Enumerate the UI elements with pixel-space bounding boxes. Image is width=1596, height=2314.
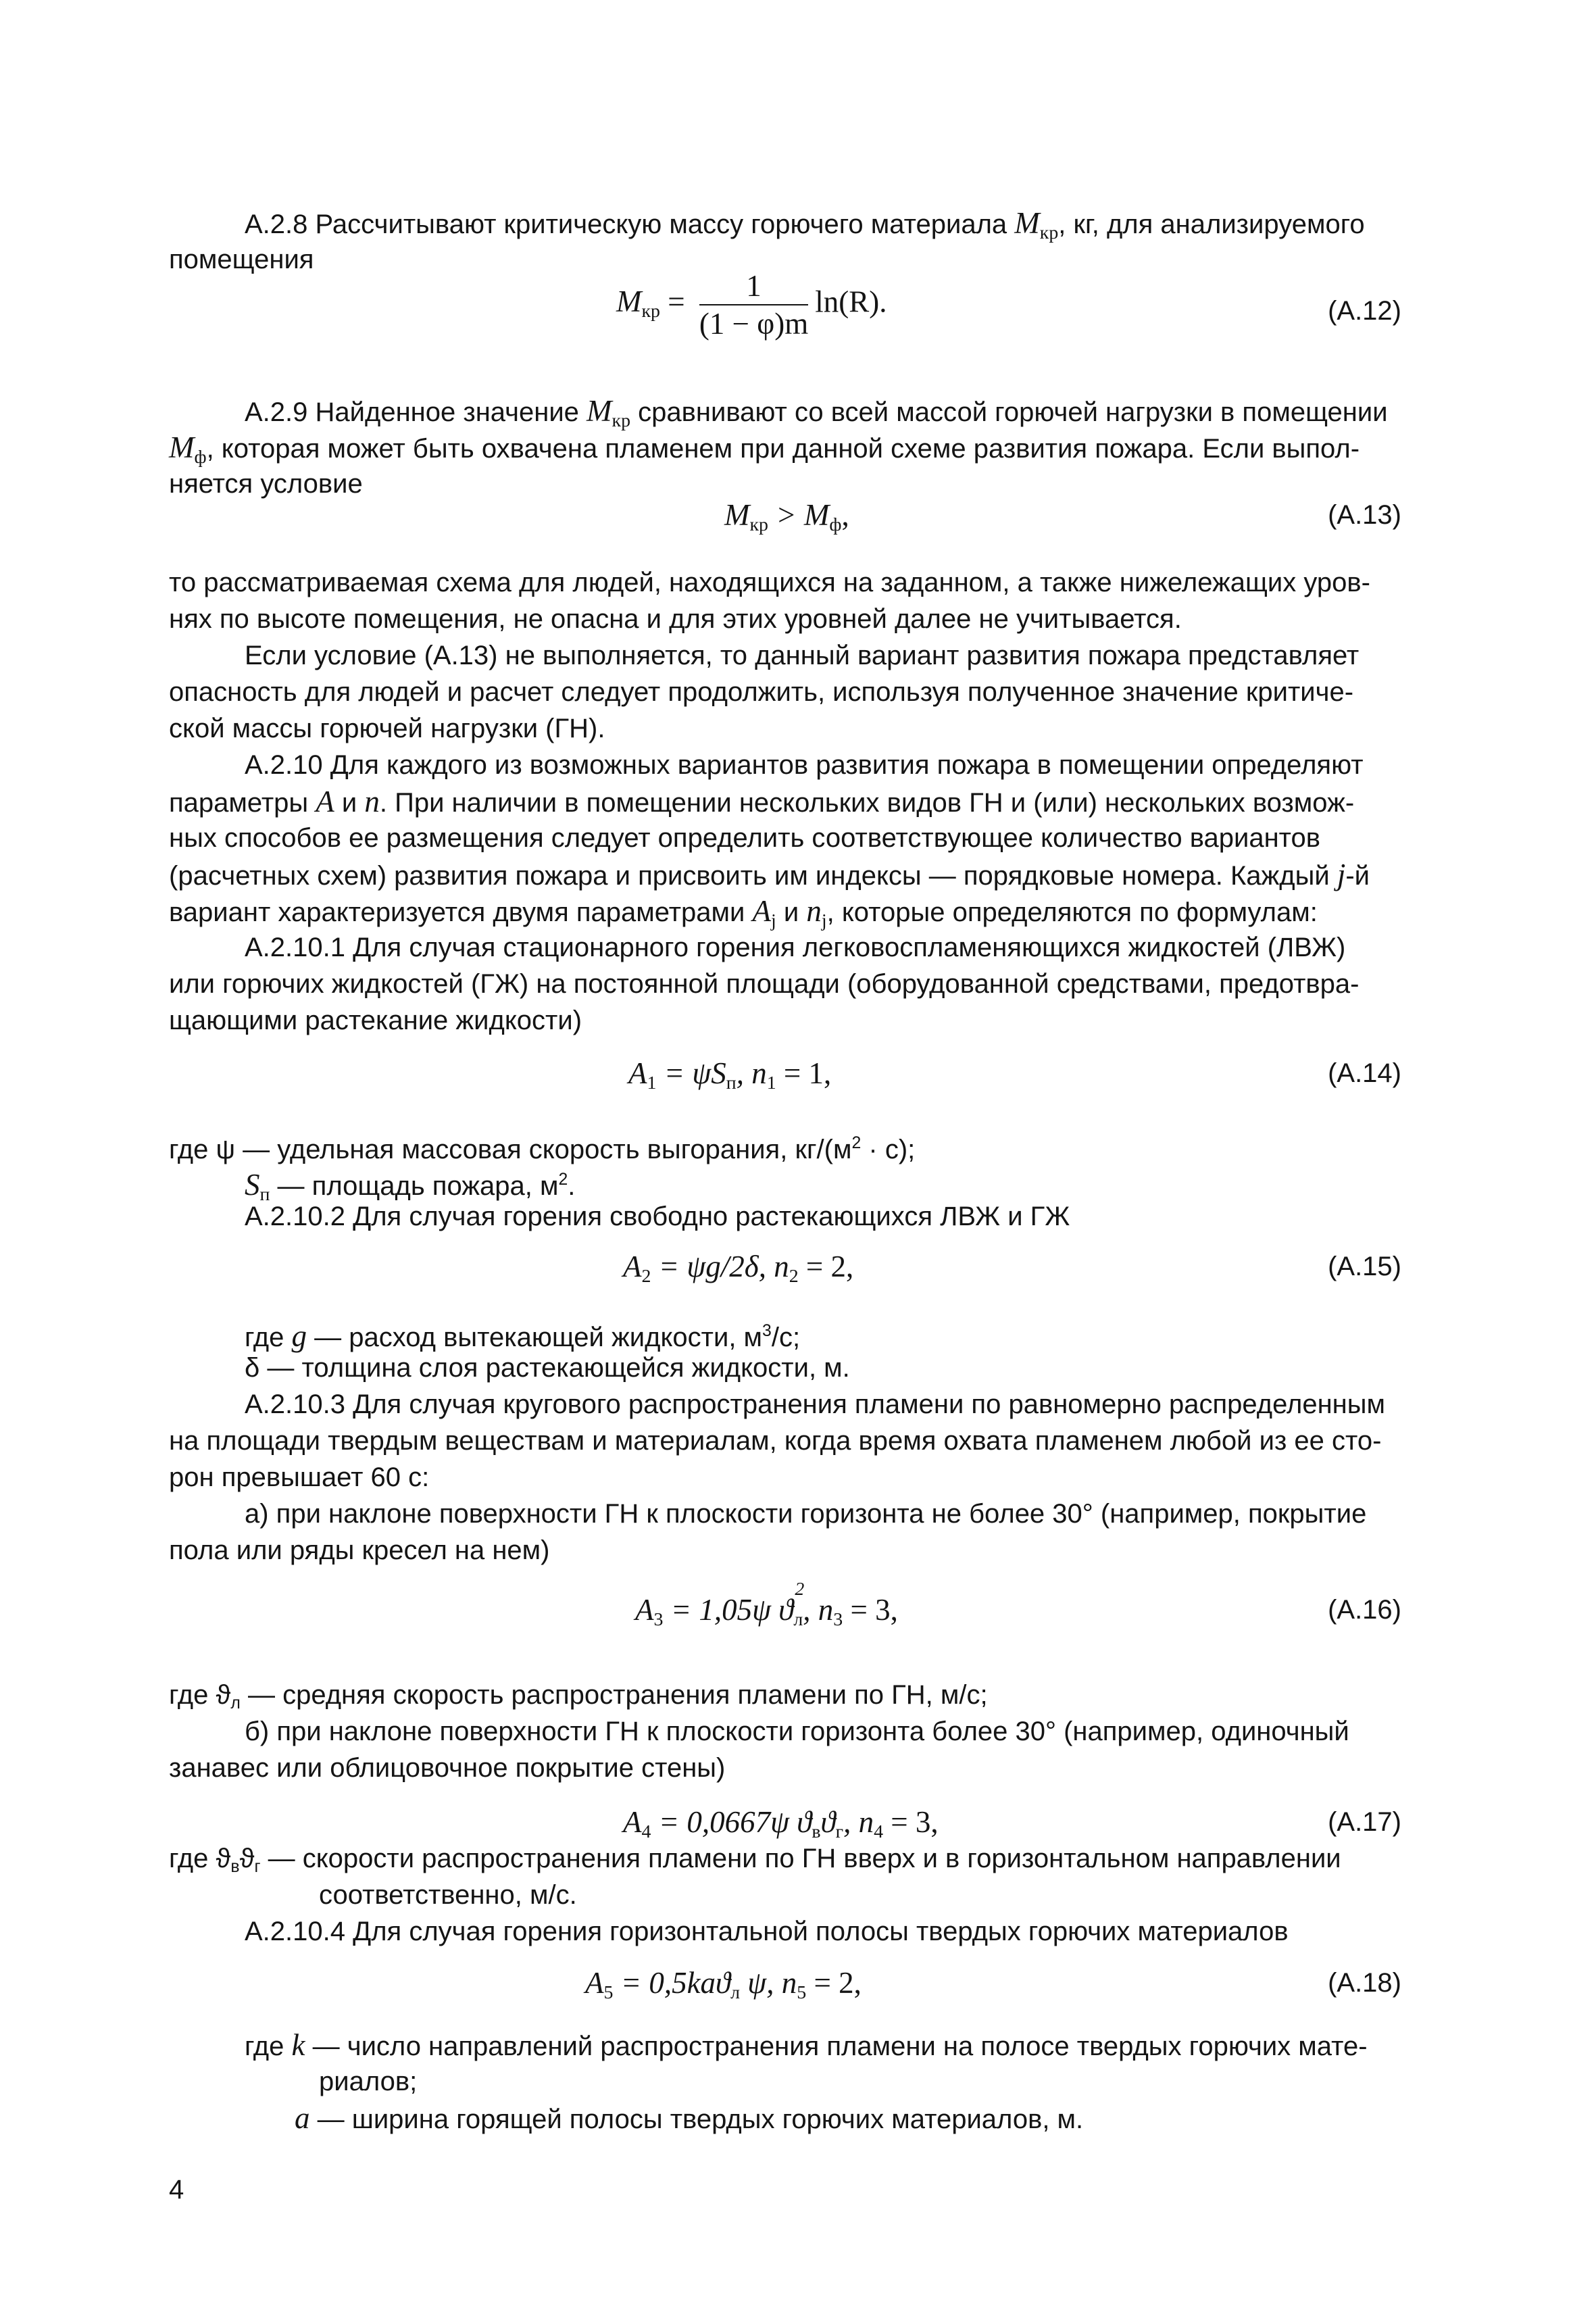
where-k: где k — число направлений распространения пламени на полосе твердых горючих мате- xyxy=(245,2028,1368,2062)
formula-a14: $A_1 = \psi S_п$, $n_1 = 1$, xyxy=(628,1056,832,1093)
paragraph-a29-line-3: няется условие xyxy=(169,469,363,499)
paragraph-a210-line-1: А.2.10 Для каждого из возможных вариантов развития пожара в помещении определяют xyxy=(245,750,1364,780)
paragraph-a210-line-4: (расчетных схем) развития пожара и присвоить им индексы — порядковые номера. Каждый j-й xyxy=(169,858,1370,891)
paragraph-a29-after-line-1: то рассматриваемая схема для людей, находящихся на заданном, а также нижележащих уров- xyxy=(169,568,1370,597)
paragraph-a2103b-line-2: занавес или облицовочное покрытие стены) xyxy=(169,1753,726,1783)
paragraph-a2103a-line-2: пола или ряды кресел на нем) xyxy=(169,1535,550,1565)
where-k-line-2: риалов; xyxy=(319,2067,418,2096)
where-psi: где ψ — удельная массовая скорость выгорания, $кг/(м^2 \cdot с)$; xyxy=(169,1134,916,1164)
formula-a15: $A_2 = \psi g/2\delta$, $n_2 = 2$, xyxy=(623,1250,854,1287)
paragraph-a210-line-3: ных способов ее размещения следует определить соответствующее количество вариантов xyxy=(169,823,1321,853)
paragraph-a2101-line-2: или горючих жидкостей (ГЖ) на постоянной площади (оборудованной средствами, предотвра- xyxy=(169,969,1360,999)
formula-a13: $M_{кр} > M_ф$, xyxy=(724,498,849,535)
equation-number-a16: (А.16) xyxy=(1328,1595,1401,1625)
where-delta: δ — толщина слоя растекающейся жидкости, м. xyxy=(245,1353,850,1383)
paragraph-a2102-line-1: А.2.10.2 Для случая горения свободно растекающихся ЛВЖ и ГЖ xyxy=(245,1202,1070,1231)
paragraph-a2103-line-3: рон превышает 60 с: xyxy=(169,1462,430,1492)
equation-number-a17: (А.17) xyxy=(1328,1807,1401,1837)
paragraph-a210-line-2: параметры А и n. При наличии в помещении нескольких видов ГН и (или) нескольких возмож- xyxy=(169,785,1355,818)
where-a: a — ширина горящей полосы твердых горючих материалов, м. xyxy=(295,2101,1084,2135)
equation-number-a13: (А.13) xyxy=(1328,500,1401,530)
paragraph-a2103-line-2: на площади твердым веществам и материалам, когда время охвата пламенем любой из ее сто- xyxy=(169,1426,1382,1456)
formula-a16: $A_3 = 1,05\psi$ $ϑ_л$ 2 , $n_3 = 3$, xyxy=(635,1579,898,1630)
paragraph-a2103-line-1: А.2.10.3 Для случая кругового распространения пламени по равномерно распределенным xyxy=(245,1389,1386,1419)
formula-a12: $M_{кр}$ = $\frac{1}{(1 - \varphi)m}$ ln(R). xyxy=(616,269,887,341)
where-vv-line-2: соответственно, м/с. xyxy=(319,1880,577,1910)
paragraph-a29-if-line-3: ской массы горючей нагрузки (ГН). xyxy=(169,714,605,743)
paragraph-a210-line-5: вариант характеризуется двумя параметрами $A_j$ и $n_j$, которые определяются по формулам: xyxy=(169,894,1318,931)
paragraph-a29-if-line-1: Если условие (А.13) не выполняется, то данный вариант развития пожара представляет xyxy=(245,641,1360,670)
paragraph-a29-line-2: $M_ф$, которая может быть охвачена пламенем при данной схеме развития пожара. Если выпол- xyxy=(169,430,1360,468)
formula-a17: $A_4 = 0,0667\psi$ $ϑ_вϑ_г$, $n_4 = 3$, xyxy=(623,1805,939,1842)
equation-number-a12: (А.12) xyxy=(1328,296,1401,326)
paragraph-a2101-line-1: А.2.10.1 Для случая стационарного горения легковоспламеняющихся жидкостей (ЛВЖ) xyxy=(245,933,1346,962)
paragraph-a29-line-1: А.2.9 Найденное значение $M_{кр}$ сравнивают со всей массой горючей нагрузки в помещении xyxy=(245,394,1388,431)
page-number: 4 xyxy=(169,2175,184,2205)
where-vl: где $ϑ_л$ — средняя скорость распространения пламени по ГН, м/с; xyxy=(169,1680,988,1713)
where-g: где g — расход вытекающей жидкости, $м^3/с$; xyxy=(245,1319,801,1353)
where-vv: где $ϑ_вϑ_г$ — скорости распространения пламени по ГН вверх и в горизонтальном направлении xyxy=(169,1844,1341,1876)
formula-a18: $A_5 = 0,5kaϑ_л$ ψ, $n_5 = 2$, xyxy=(585,1966,862,2003)
where-sp: $S_п$ — площадь пожара, $м^2$. xyxy=(245,1167,576,1205)
paragraph-a28-line-2: помещения xyxy=(169,245,314,274)
paragraph-a2103b-line-1: б) при наклоне поверхности ГН к плоскости горизонта более 30° (например, одиночный xyxy=(245,1717,1349,1746)
equation-number-a14: (А.14) xyxy=(1328,1058,1401,1088)
paragraph-a28-line-1: А.2.8 Рассчитывают критическую массу горючего материала $M_{кр}$, кг, для анализируемого xyxy=(245,206,1365,243)
paragraph-a2101-line-3: щающими растекание жидкости) xyxy=(169,1006,582,1035)
paragraph-a29-after-line-2: нях по высоте помещения, не опасна и для этих уровней далее не учитывается. xyxy=(169,604,1182,634)
paragraph-a29-if-line-2: опасность для людей и расчет следует продолжить, используя полученное значение критиче- xyxy=(169,677,1354,707)
equation-number-a15: (А.15) xyxy=(1328,1252,1401,1281)
equation-number-a18: (А.18) xyxy=(1328,1968,1401,1998)
paragraph-a2104-line-1: А.2.10.4 Для случая горения горизонтальной полосы твердых горючих материалов xyxy=(245,1917,1289,1946)
paragraph-a2103a-line-1: а) при наклоне поверхности ГН к плоскости горизонта не более 30° (например, покрытие xyxy=(245,1499,1367,1529)
